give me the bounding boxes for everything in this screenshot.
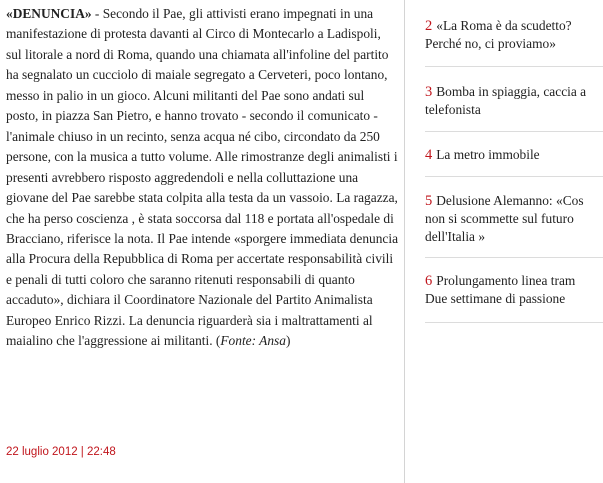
sidebar-item-title-cont[interactable]: telefonista <box>425 102 481 117</box>
sidebar-item-3[interactable] <box>425 83 603 119</box>
article-closing: ) <box>285 333 291 349</box>
sidebar-item-6[interactable] <box>425 272 603 308</box>
article-body <box>6 4 398 352</box>
rank-number: 3 <box>425 84 433 100</box>
sidebar-item-title[interactable]: La metro immobile <box>436 147 540 162</box>
divider <box>425 66 603 67</box>
rank-number: 5 <box>425 193 433 209</box>
article-lead: «DENUNCIA» <box>6 6 92 21</box>
sidebar-item-title[interactable]: Delusione Alemanno: «Cos <box>436 193 584 208</box>
sidebar-item-title-cont[interactable]: non si scommette sul futuro <box>425 211 574 226</box>
sidebar-item-4[interactable] <box>425 146 603 164</box>
sidebar-item-title-cont[interactable]: Perché no, ci proviamo» <box>425 36 556 51</box>
article-text: - Secondo il Pae, gli attivisti erano impegnati in una manifestazione di protesta davanti al Circo di Montecarlo a Ladispoli, sul litorale a nord di Roma, quando una chiamata all'infoline del partito ha segnalato un cucciolo di maiale segregato a Cerveteri, poco lontano, messo in palio in un gioco. Alcuni militanti del Pae sono andati sul posto, in piazza San Pietro, e hanno trovato - secondo il comunicato - l'animale chiuso in un recinto, senza acqua né cibo, circondato da 250 persone, con la musica a tutto volume. Alle rimostranze degli animalisti i presenti avrebbero risposto aggredendoli e nella colluttazione una giovane del Pae sarebbe stata colpita alla testa da un vassoio. La ragazza, che ha perso coscienza , è stata soccorsa dal 118 e portata all'ospedale di Bracciano, riferisce la nota. Il Pae intende «sporgere immediata denuncia alla Procura della Repubblica di Roma per accertate responsabilità civili e penali di tutti coloro che saranno ritenuti responsabili di quanto accaduto», dichiara il Coordinatore Nazionale del Partito Animalista Europeo Enrico Rizzi. La denuncia riguarderà sia i maltrattamenti al maialino che l'aggressione ai militanti. ( <box>6 6 399 349</box>
rank-number: 2 <box>425 18 433 34</box>
sidebar-item-title-cont[interactable]: Due settimane di passione <box>425 291 566 306</box>
rank-number: 4 <box>425 147 433 163</box>
divider <box>425 257 603 258</box>
sidebar-item-title-cont[interactable]: dell'Italia » <box>425 229 486 244</box>
divider <box>425 176 603 177</box>
rank-number: 6 <box>425 273 433 289</box>
sidebar-item-title[interactable]: Prolungamento linea tram <box>436 273 576 288</box>
article-source: Fonte: Ansa <box>220 333 286 349</box>
sidebar-item-5[interactable] <box>425 192 603 246</box>
sidebar-item-title[interactable]: «La Roma è da scudetto? <box>436 18 572 33</box>
most-read-sidebar <box>405 0 603 483</box>
article-timestamp: 22 luglio 2012 | 22:48 <box>6 446 116 458</box>
sidebar-item-title[interactable]: Bomba in spiaggia, caccia a <box>436 84 587 99</box>
divider <box>425 322 603 323</box>
sidebar-item-2[interactable] <box>425 17 603 53</box>
divider <box>425 131 603 132</box>
